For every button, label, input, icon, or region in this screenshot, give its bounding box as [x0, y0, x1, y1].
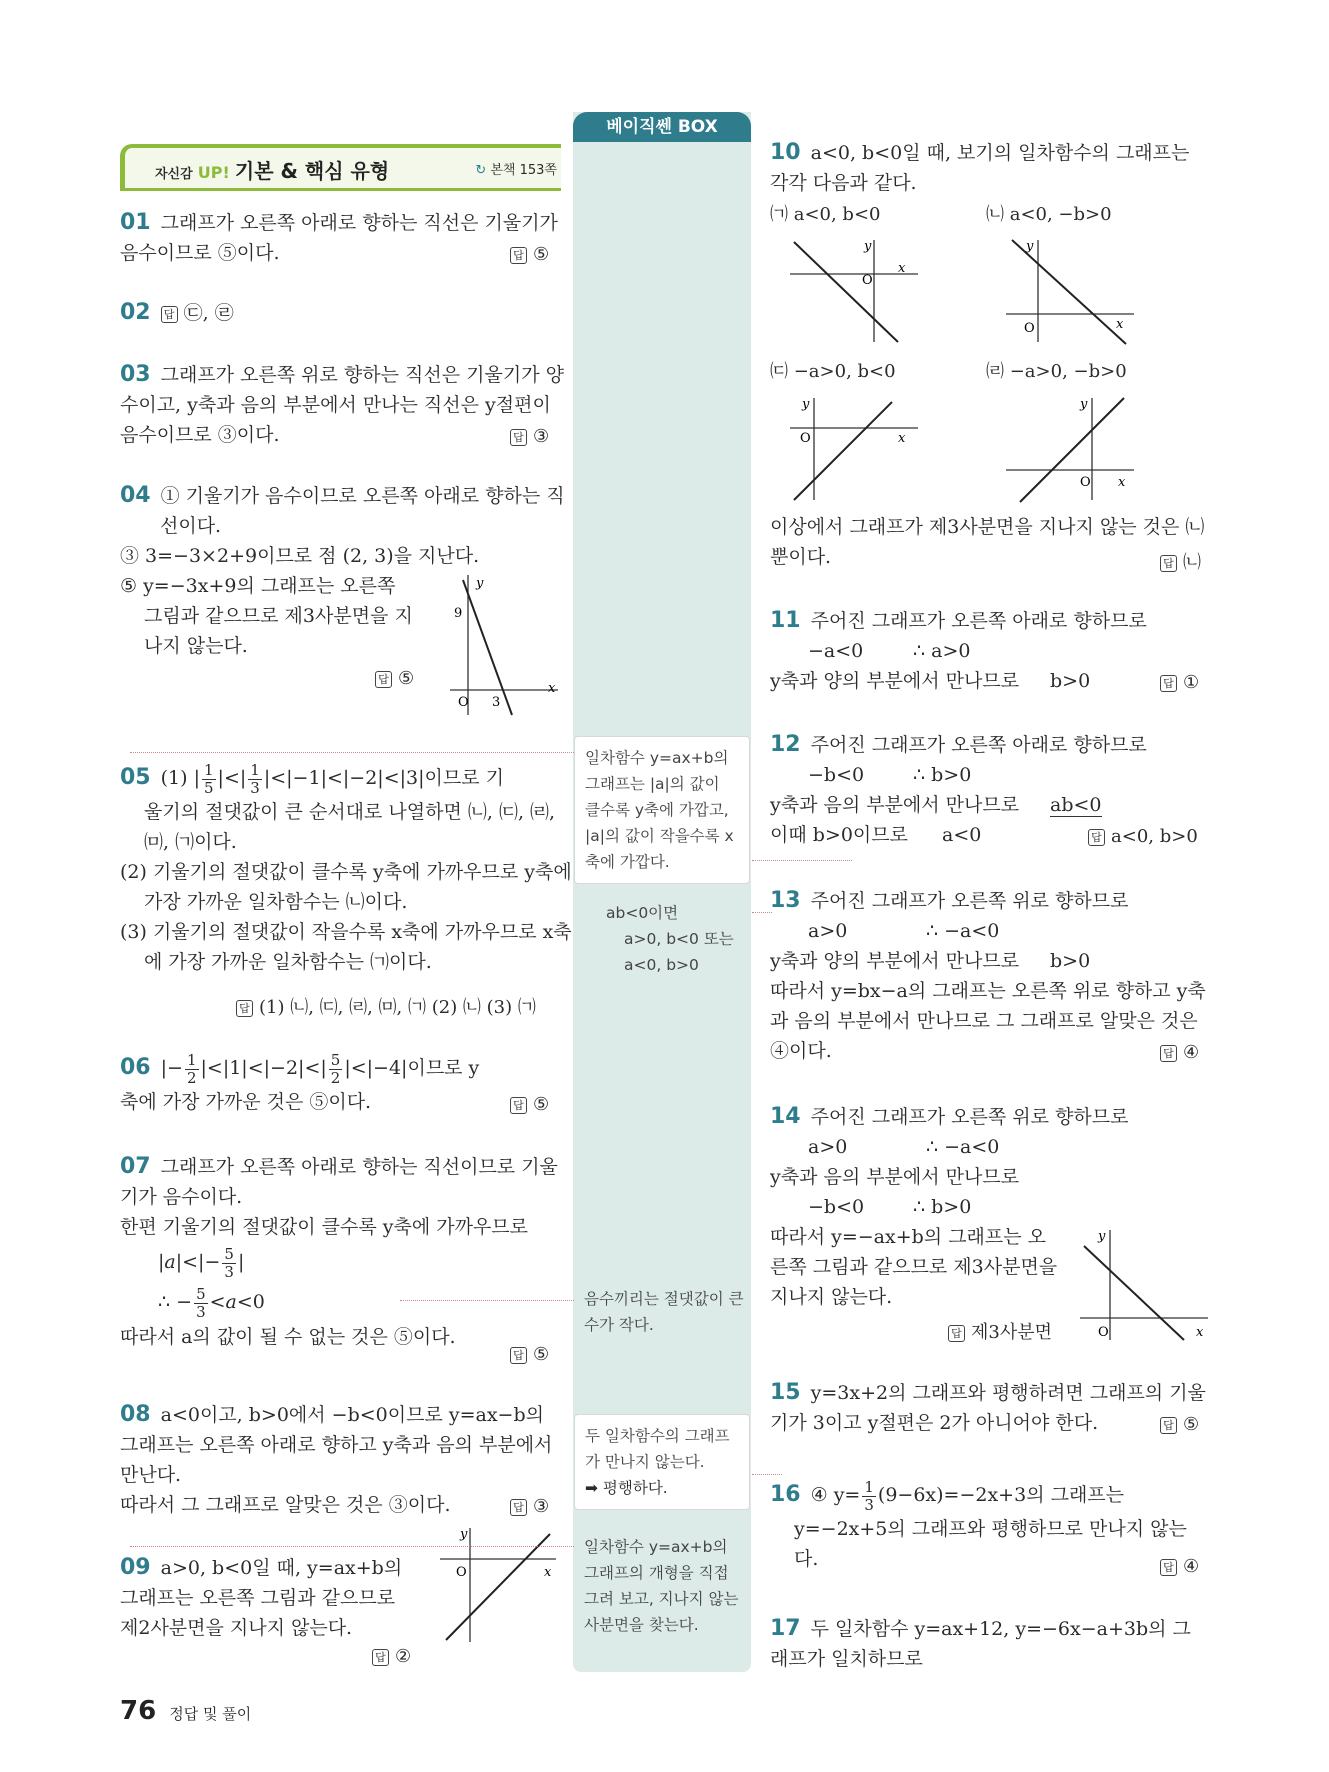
book-reference: 본책 153쪽 [490, 163, 557, 178]
line: ab<0 [1050, 794, 1102, 816]
problem-number: 09 [120, 1555, 151, 1580]
tip-line: 일차함수 y=ax+b의 [584, 1538, 728, 1556]
graph-caption-4: ㈃ −a>0, −b>0 [986, 361, 1127, 382]
x-label: x [898, 261, 906, 276]
answer-value: ③ [533, 1496, 550, 1517]
line: 따라서 그 그래프로 알맞은 것은 ③이다. [120, 1494, 451, 1516]
x-intercept-label: 3 [492, 695, 501, 710]
line: 음수이므로 ⑤이다. [120, 242, 280, 264]
line: |<|−4|이므로 y [344, 1057, 480, 1079]
origin-label: O [1080, 475, 1091, 490]
answer-12 [1088, 826, 1198, 847]
line: 두 일차함수 y=ax+12, y=−6x−a+3b의 그 [810, 1618, 1191, 1640]
answer-value: ⑤ [1183, 1414, 1200, 1435]
tip-line: 그려 보고, 지나지 않는 [584, 1590, 739, 1608]
line: y=3x+2의 그래프와 평행하려면 그래프의 기울 [810, 1382, 1206, 1404]
answer-value: ⑤ [533, 1094, 550, 1115]
problem-17 [770, 1614, 1191, 1674]
tip-line: 일차함수 y=ax+b의 [585, 749, 729, 767]
fraction: $\frac{1}{3}$ [864, 1477, 874, 1514]
line: ∴ −a<0 [926, 1136, 1000, 1158]
line: 지나지 않는다. [770, 1286, 893, 1308]
line: 음수이므로 ③이다. [120, 424, 280, 446]
line: ∴ −a<0 [926, 920, 1000, 942]
graph-10-3 [790, 394, 920, 504]
line: (9−6x)=−2x+3의 그래프는 [877, 1484, 1125, 1506]
fraction: $\frac{5}{2}$ [330, 1050, 341, 1087]
line: 주어진 그래프가 오른쪽 위로 향하므로 [810, 1106, 1129, 1128]
line: 뿐이다. [770, 546, 832, 568]
line: −b<0 [808, 1196, 865, 1218]
line: y축과 양의 부분에서 만나므로 [770, 670, 1020, 692]
answer-value: ⑤ [533, 244, 550, 265]
answer-value: 제3사분면 [971, 1322, 1053, 1343]
answer-03 [510, 426, 549, 447]
answer-13 [1160, 1042, 1199, 1063]
tip-line: ab<0이면 [606, 904, 679, 922]
tip-line: a>0, b<0 또는 [624, 930, 734, 948]
line: y축과 양의 부분에서 만나므로 [770, 950, 1020, 972]
y-label: y [1098, 1229, 1106, 1244]
problem-08 [120, 1400, 552, 1520]
graph-10-4 [1006, 394, 1136, 504]
problem-number: 12 [770, 732, 801, 757]
line: ∴ − $\frac{5}{3}$ <a<0 [158, 1284, 265, 1321]
line: 각각 다음과 같다. [770, 172, 917, 194]
problem-number: 07 [120, 1154, 151, 1179]
graph-10-2 [1006, 236, 1136, 346]
tip-line: |a|의 값이 작을수록 x [585, 827, 734, 845]
line: 울기의 절댓값이 큰 순서대로 나열하면 ㈁, ㈂, ㈃, [144, 800, 556, 823]
problem-15 [770, 1378, 1206, 1438]
line: ∴ a>0 [913, 640, 971, 662]
line: (3) 기울기의 절댓값이 작을수록 x축에 가까우므로 x축 [120, 920, 572, 943]
line: 가장 가까운 일차함수는 ㈁이다. [144, 890, 408, 913]
line: 그래프는 오른쪽 아래로 향하고 y축과 음의 부분에서 [120, 1434, 553, 1456]
y-label: y [1026, 239, 1034, 254]
problem-07 [120, 1152, 558, 1352]
line: 그림과 같으므로 제3사분면을 지 [144, 605, 413, 627]
problem-14 [770, 1102, 1128, 1312]
line: ④이다. [770, 1040, 832, 1062]
line: 축에 가장 가까운 것은 ⑤이다. [120, 1090, 372, 1113]
line: 주어진 그래프가 오른쪽 위로 향하므로 [810, 890, 1129, 912]
answer-07 [510, 1344, 549, 1365]
fraction: $\frac{5}{3}$ [224, 1244, 234, 1281]
x-label: x [544, 1565, 552, 1580]
line: a<0, b<0일 때, 보기의 일차함수의 그래프는 [810, 142, 1190, 164]
problem-number: 13 [770, 888, 801, 913]
graph-line [794, 402, 892, 500]
answer-icon: 답 [510, 1499, 527, 1516]
problem-06: 06 |− $\frac{1}{2}$ |<|1|<|−2|<| $\frac{5}{2}$ |<|−4|이므로 y 축에 가장 가까운 것은 ⑤이다. [120, 1050, 479, 1117]
page-footer [120, 1696, 251, 1726]
line: 이때 b>0이므로 [770, 824, 908, 846]
line: 제2사분면을 지나지 않는다. [120, 1617, 353, 1639]
problem-number: 16 [770, 1482, 801, 1507]
tip-line: 수가 작다. [584, 1316, 654, 1334]
answer-icon: 답 [948, 1325, 965, 1342]
answer-icon: 답 [1160, 1417, 1177, 1434]
line: 에 가장 가까운 일차함수는 ㈀이다. [144, 950, 432, 973]
answer-icon: 답 [236, 1000, 253, 1017]
answer-icon: 답 [1160, 1045, 1177, 1062]
answer-icon: 답 [1160, 1559, 1177, 1576]
origin-label: O [800, 431, 811, 446]
x-label: x [548, 681, 556, 696]
origin-label: O [456, 1565, 467, 1580]
y-label: y [476, 576, 484, 591]
line: a>0 [808, 1136, 848, 1158]
leader-line [130, 752, 574, 753]
answer-01 [510, 244, 549, 265]
leader-line [752, 860, 852, 861]
y-label: y [460, 1527, 468, 1542]
line: −b<0 [808, 764, 865, 786]
line: ④ y= [810, 1484, 861, 1506]
y-label: y [1080, 397, 1088, 412]
tip-box-2 [606, 900, 734, 978]
tip-line: 가 만나지 않는다. [585, 1453, 705, 1471]
y-label: y [864, 239, 872, 254]
x-label: x [1116, 317, 1124, 332]
answer-icon: 답 [161, 306, 178, 323]
line: ③ 3=−3×2+9이므로 점 (2, 3)을 지난다. [120, 545, 480, 567]
line: y축과 음의 부분에서 만나므로 [770, 794, 1020, 816]
tip-line: 음수끼리는 절댓값이 큰 [584, 1290, 744, 1308]
answer-icon: 답 [1088, 829, 1105, 846]
line: −a<0 [808, 640, 864, 662]
x-label: x [1196, 1325, 1204, 1340]
problem-number: 10 [770, 140, 801, 165]
answer-icon: 답 [510, 429, 527, 446]
line: 이상에서 그래프가 제3사분면을 지나지 않는 것은 ㈁ [770, 516, 1205, 538]
fraction: $\frac{1}{5}$ [204, 760, 214, 797]
tip-box-5 [584, 1534, 738, 1638]
header-badge: 자신감 [155, 167, 193, 182]
line: 수이고, y축과 음의 부분에서 만나는 직선은 y절편이 [120, 394, 551, 416]
answer-14 [948, 1318, 1052, 1344]
graph-09 [440, 1524, 558, 1644]
line: 래프가 일치하므로 [770, 1648, 923, 1670]
answer-icon: 답 [510, 247, 527, 264]
line: 그래프가 오른쪽 위로 향하는 직선은 기울기가 양 [160, 364, 564, 386]
origin-label: O [1024, 321, 1035, 336]
answer-05 [236, 993, 536, 1019]
problem-01 [120, 208, 558, 268]
answer-16 [1160, 1556, 1199, 1577]
line: a<0 [942, 824, 982, 846]
line: (2) 기울기의 절댓값이 클수록 y축에 가까우므로 y축에 [120, 860, 572, 883]
answer-11 [1160, 672, 1199, 693]
problem-number: 05 [120, 765, 151, 790]
graph-caption-1: ㈀ a<0, b<0 [770, 204, 881, 225]
graph-caption-2: ㈁ a<0, −b>0 [986, 204, 1112, 225]
line: 한편 기울기의 절댓값이 클수록 y축에 가까우므로 [120, 1216, 529, 1238]
answer-value: (1) ㈁, ㈂, ㈃, ㈄, ㈀ (2) ㈁ (3) ㈀ [259, 997, 536, 1018]
graph-line [794, 242, 898, 342]
line: |<|1|<|−2|< [200, 1057, 321, 1079]
line: 기가 음수이다. [120, 1186, 243, 1208]
problem-13 [770, 886, 1206, 1066]
graph-10-1 [790, 236, 920, 346]
y-label: y [802, 397, 810, 412]
line: 그래프가 오른쪽 아래로 향하는 직선은 기울기가 [160, 212, 558, 234]
line: (1) [160, 767, 188, 789]
graph-04 [450, 575, 560, 720]
origin-label: O [862, 273, 873, 288]
answer-icon: 답 [1160, 555, 1177, 572]
answer-value: ② [395, 1646, 412, 1667]
section-title: 기본 & 핵심 유형 [234, 159, 390, 183]
line: 기가 3이고 y절편은 2가 아니어야 한다. [770, 1412, 1099, 1434]
graph-line [446, 1534, 550, 1640]
leader-line [130, 1546, 574, 1547]
leader-line [400, 1300, 574, 1301]
answer-value: ⑤ [398, 668, 415, 689]
problem-number: 04 [120, 483, 151, 508]
answer-icon: 답 [510, 1097, 527, 1114]
problem-10-conclusion [770, 512, 1204, 572]
line: 따라서 y=bx−a의 그래프는 오른쪽 위로 향하고 y축 [770, 980, 1206, 1002]
answer-08 [510, 1496, 549, 1517]
answer-06 [510, 1094, 549, 1115]
box-title-text: 베이직쎈 BOX [606, 117, 718, 137]
answer-value: ④ [1183, 1042, 1200, 1063]
line: ⑤ y=−3x+9의 그래프는 오른쪽 [120, 575, 396, 597]
line: 다. [794, 1548, 819, 1570]
problem-10 [770, 138, 1189, 198]
graph-caption-3: ㈂ −a>0, b<0 [770, 361, 896, 382]
line: 선이다. [160, 515, 222, 537]
problem-number: 08 [120, 1402, 151, 1427]
answer-value: ⑤ [533, 1344, 550, 1365]
answer-icon: 답 [375, 671, 392, 688]
line: <|−1|<|−2|<|3|이므로 기 [270, 767, 504, 789]
problem-number: 03 [120, 362, 151, 387]
line: a>0 [808, 920, 848, 942]
line: a>0, b<0일 때, y=ax+b의 [160, 1557, 403, 1579]
graph-14 [1080, 1226, 1210, 1342]
answer-icon: 답 [510, 1347, 527, 1364]
answer-09 [372, 1646, 411, 1667]
problem-16 [770, 1476, 1187, 1574]
problem-number: 17 [770, 1616, 801, 1641]
line: ∴ b>0 [913, 764, 972, 786]
origin-label: O [458, 695, 469, 710]
problem-number: 14 [770, 1104, 801, 1129]
leader-line [752, 912, 772, 913]
line: ∴ b>0 [913, 1196, 972, 1218]
answer-10 [1160, 548, 1201, 574]
y-intercept-label: 9 [454, 606, 463, 621]
problem-number: 06 [120, 1055, 151, 1080]
tip-line: 그래프의 개형을 직접 [584, 1564, 729, 1582]
problem-number: 15 [770, 1380, 801, 1405]
answer-value: ④ [1183, 1556, 1200, 1577]
line: 그래프가 오른쪽 아래로 향하는 직선이므로 기울 [160, 1156, 558, 1178]
x-label: x [898, 431, 906, 446]
line: 나지 않는다. [144, 635, 248, 657]
line: 만난다. [120, 1464, 182, 1486]
fraction: $\frac{5}{3}$ [196, 1284, 206, 1321]
answer-icon: 답 [1160, 675, 1177, 692]
line: 따라서 a의 값이 될 수 없는 것은 ⑤이다. [120, 1326, 456, 1348]
problem-03 [120, 360, 564, 450]
fraction: $\frac{1}{3}$ [250, 760, 260, 797]
tip-line: 두 일차함수의 그래프 [585, 1427, 730, 1445]
line: b>0 [1050, 670, 1091, 692]
box-title [573, 112, 751, 142]
answer-value: ③ [533, 426, 550, 447]
x-label: x [1118, 475, 1126, 490]
problem-05: 05 (1) | $\frac{1}{5}$ |<| $\frac{1}{3}$ |<|−1|<|−2|<|3|이므로 기 울기의 절댓값이 큰 순서대로 나열하면 ㈁, ㈂, ㈃, ㈄, ㈀이다. (2) 기울기의 절댓값이 클수록 y축에 가까우므로 y축에 가장 가까운 일차함수는 ㈁이다. (3) 기울기의 절댓값이 작을수록 x축에 가까우므로 x축 에 가장 가까운 일차함수는 ㈀이다. [120, 760, 572, 977]
problem-number: 11 [770, 608, 801, 633]
page-number: 76 [120, 1696, 157, 1726]
line: 따라서 y=−ax+b의 그래프는 오 [770, 1226, 1047, 1248]
tip-line: 그래프는 |a|의 값이 [585, 775, 720, 793]
section-header [120, 144, 561, 191]
problem-number: 02 [120, 300, 151, 325]
problem-09 [120, 1553, 402, 1643]
tip-box-3 [584, 1286, 744, 1338]
answer-icon: 답 [372, 1649, 389, 1666]
line: b>0 [1050, 950, 1091, 972]
answer-04 [375, 668, 414, 689]
line: y축과 음의 부분에서 만나므로 [770, 1166, 1020, 1188]
line: y=−2x+5의 그래프와 평행하므로 만나지 않는 [794, 1518, 1187, 1540]
line: 른쪽 그림과 같으므로 제3사분면을 [770, 1256, 1058, 1278]
tip-line: a<0, b>0 [624, 956, 699, 974]
tip-box-4 [574, 1414, 750, 1510]
fraction: $\frac{1}{2}$ [186, 1050, 197, 1087]
origin-label: O [1098, 1325, 1109, 1340]
problem-02 [120, 298, 234, 328]
refresh-icon: ↻ [475, 163, 487, 178]
line: ① 기울기가 음수이므로 오른쪽 아래로 향하는 직 [160, 485, 565, 507]
answer-value: ① [1183, 672, 1200, 693]
problem-number: 01 [120, 210, 151, 235]
header-badge-up: UP! [197, 163, 230, 182]
answer-value: ㉢, ㉣ [183, 302, 234, 324]
tip-line: 클수록 y축에 가깝고, [585, 801, 729, 819]
leader-line [752, 1474, 782, 1475]
line: |a|<|− $\frac{5}{3}$ | [158, 1244, 245, 1281]
line: ㈄, ㈀이다. [144, 830, 237, 853]
tip-line: 사분면을 찾는다. [584, 1616, 699, 1634]
tip-line: 축에 가깝다. [585, 853, 670, 871]
answer-value: ㈁ [1183, 552, 1201, 573]
line: 그래프는 오른쪽 그림과 같으므로 [120, 1587, 396, 1609]
graph-line [463, 580, 512, 715]
tip-box-1 [574, 736, 750, 884]
answer-value: a<0, b>0 [1111, 826, 1198, 847]
line: 주어진 그래프가 오른쪽 아래로 향하므로 [810, 610, 1147, 632]
line: a<0이고, b>0에서 −b<0이므로 y=ax−b의 [160, 1404, 544, 1426]
answer-15 [1160, 1414, 1199, 1435]
footer-label: 정답 및 풀이 [169, 1705, 252, 1723]
tip-line: ➡ 평행하다. [585, 1479, 668, 1497]
line: 과 음의 부분에서 만나므로 그 그래프로 알맞은 것은 [770, 1010, 1198, 1032]
graph-line [1020, 398, 1124, 502]
problem-11 [770, 606, 1147, 696]
line: 주어진 그래프가 오른쪽 아래로 향하므로 [810, 734, 1147, 756]
